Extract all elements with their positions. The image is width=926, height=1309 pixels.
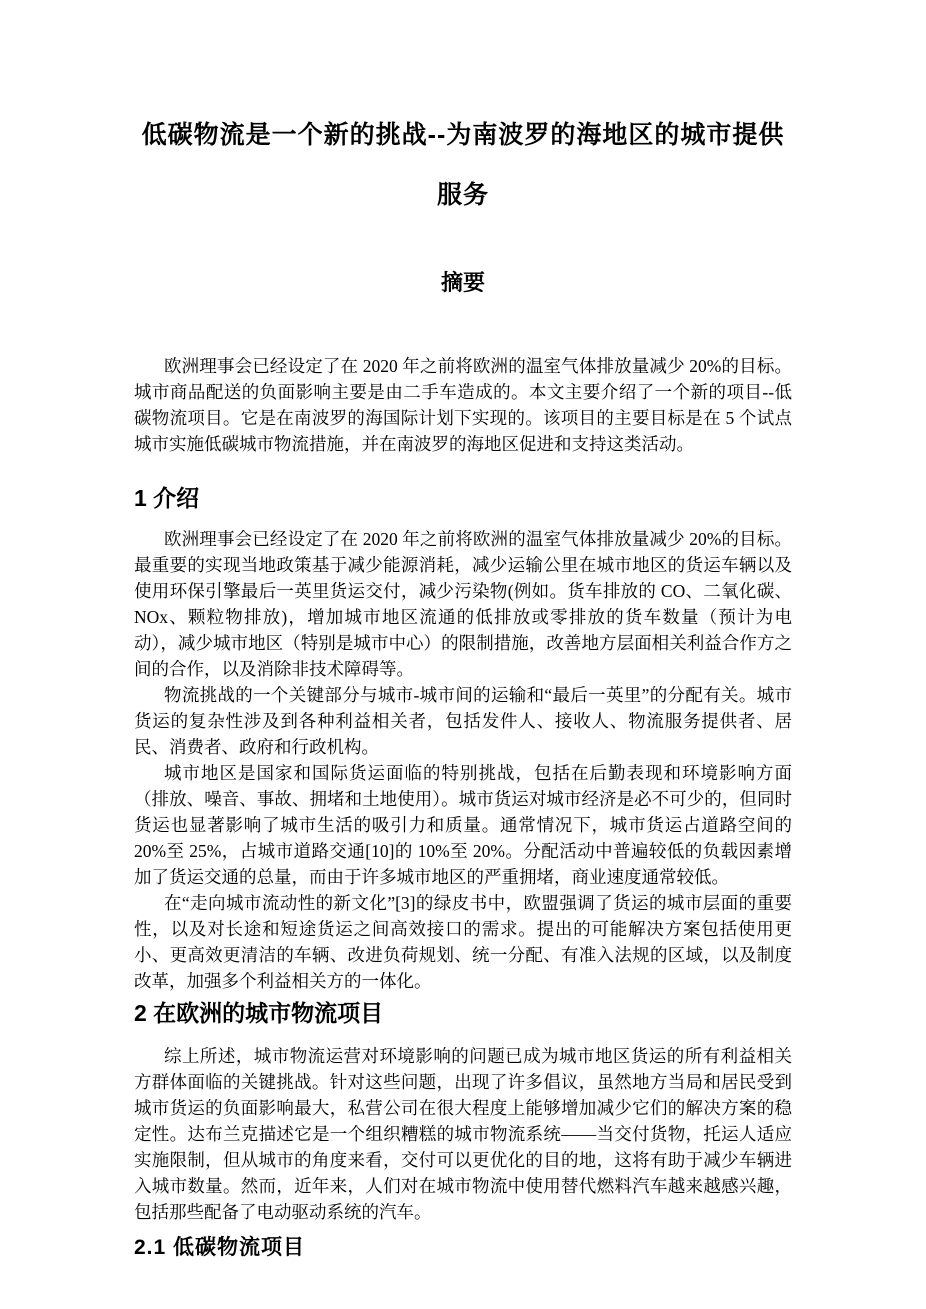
section-2-heading: 2 在欧洲的城市物流项目 — [134, 1000, 384, 1026]
section-1-paragraph-1: 欧洲理事会已经设定了在 2020 年之前将欧洲的温室气体排放量减少 20%的目标。最重要的实现当地政策基于减少能源消耗，减少运输公里在城市地区的货运车辆以及使用环保引擎最后一英里货运交付，减少污染物(例如。货车排放的 CO、二氧化碳、NOx、颗粒物排放)，增加城市地区流通的低排放或零排放的货车数量（预计为电动），减少城市地区（特别是城市中心）的限制措施，改善地方层面相关利益合作方之间的合作，以及消除非技术障碍等。 — [134, 529, 792, 679]
section-1-paragraph-4: 在“走向城市流动性的新文化”[3]的绿皮书中，欧盟强调了货运的城市层面的重要性，以及对长途和短途货运之间高效接口的需求。提出的可能解决方案包括使用更小、更高效更清洁的车辆、改进负荷规划、统一分配、有准入法规的区域，以及制度改革，加强多个利益相关方的一体化。 — [134, 893, 792, 991]
abstract-heading: 摘要 — [440, 270, 485, 295]
document-title-line-2: 服务 — [436, 181, 489, 209]
document-title-line-1: 低碳物流是一个新的挑战--为南波罗的海地区的城市提供 — [141, 121, 785, 149]
section-2-1-heading: 2.1 低碳物流项目 — [134, 1236, 306, 1259]
section-1-paragraph-2: 物流挑战的一个关键部分与城市-城市间的运输和“最后一英里”的分配有关。城市货运的复杂性涉及到各种利益相关者，包括发件人、接收人、物流服务提供者、居民、消费者、政府和行政机构。 — [134, 685, 792, 757]
abstract-paragraph: 欧洲理事会已经设定了在 2020 年之前将欧洲的温室气体排放量减少 20%的目标。城市商品配送的负面影响主要是由二手车造成的。本文主要介绍了一个新的项目--低碳物流项目。它是在南波罗的海国际计划下实现的。该项目的主要目标是在 5 个试点城市实施低碳城市物流措施，并在南波罗的海地区促进和支持这类活动。 — [134, 356, 792, 454]
section-1-heading: 1 介绍 — [134, 485, 200, 511]
section-2-paragraph-1: 综上所述，城市物流运营对环境影响的问题已成为城市地区货运的所有利益相关方群体面临的关键挑战。针对这些问题，出现了许多倡议，虽然地方当局和居民受到城市货运的负面影响最大，私营公司在很大程度上能够增加减少它们的解决方案的稳定性。达布兰克描述它是一个组织糟糕的城市物流系统——当交付货物，托运人适应实施限制，但从城市的角度来看，交付可以更优化的目的地，这将有助于减少车辆进入城市数量。然而，近年来，人们对在城市物流中使用替代燃料汽车越来越感兴趣，包括那些配备了电动驱动系统的汽车。 — [134, 1046, 792, 1222]
document-title — [134, 105, 792, 225]
section-1-paragraph-3: 城市地区是国家和国际货运面临的特别挑战，包括在后勤表现和环境影响方面（排放、噪音、事故、拥堵和土地使用）。城市货运对城市经济是必不可少的，但同时货运也显著影响了城市生活的吸引力和质量。通常情况下，城市货运占道路空间的 20%至 25%，占城市道路交通[10]的 10%至 20%。分配活动中普遍较低的负载因素增加了货运交通的总量，而由于许多城市地区的严重拥堵，商业速度通常较低。 — [134, 763, 792, 887]
